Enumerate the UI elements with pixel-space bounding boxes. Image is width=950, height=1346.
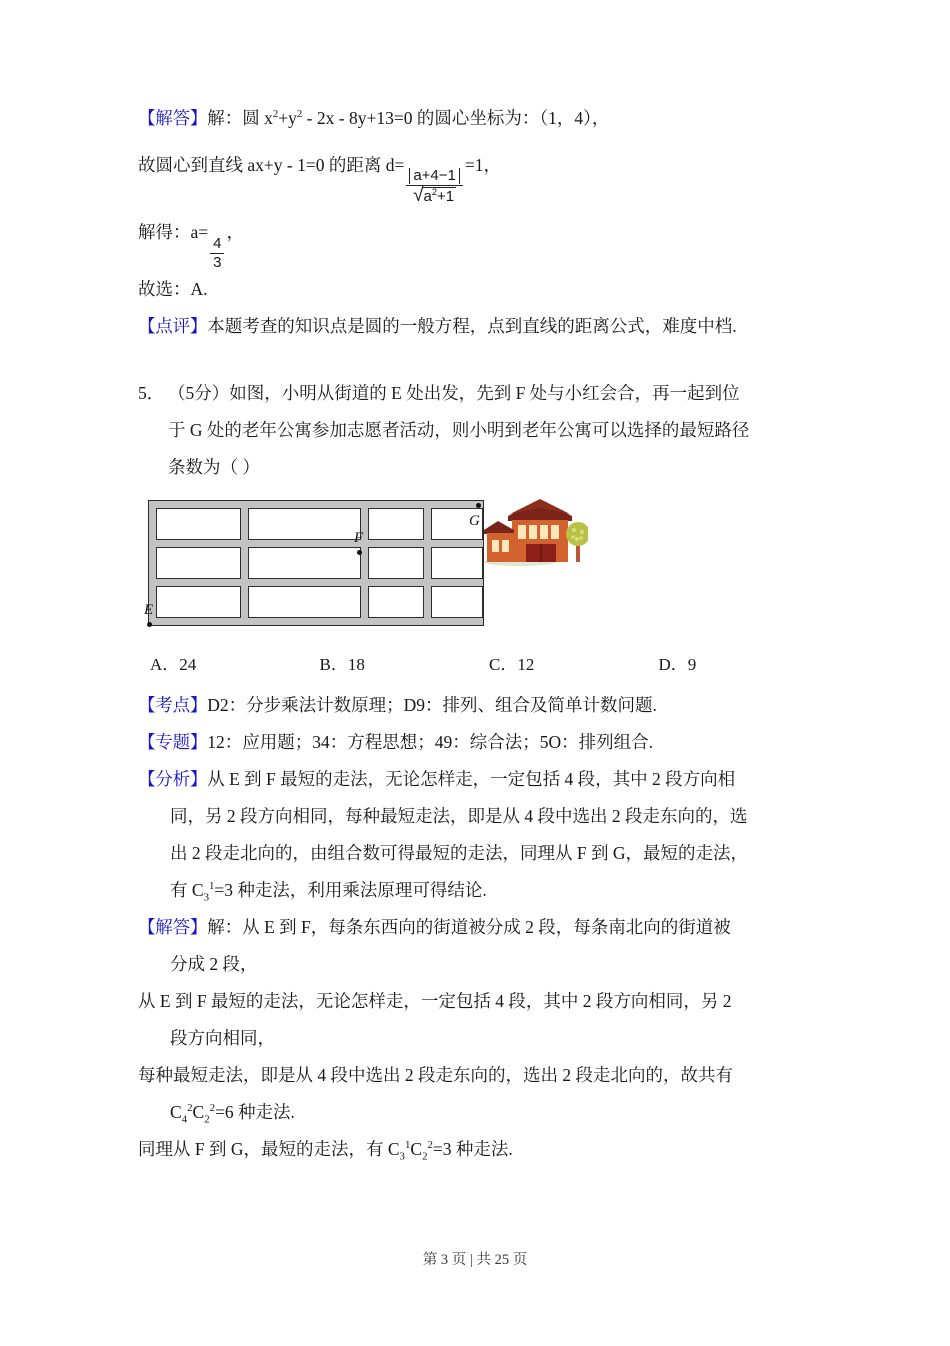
choice-d-key: D． bbox=[658, 654, 688, 674]
choice-a[interactable] bbox=[138, 650, 320, 675]
jieda-text-7a: 同理从 F 到 G，最短的走法，有 C bbox=[138, 1138, 400, 1159]
choice-d[interactable] bbox=[659, 650, 829, 675]
radicand bbox=[423, 187, 457, 206]
solution-prev-line-2 bbox=[138, 137, 828, 206]
zhuanti-tag: 【专题】 bbox=[138, 731, 208, 752]
block bbox=[431, 547, 483, 579]
comb-c4-sup: 2 bbox=[187, 1102, 193, 1115]
choice-c-value: 12 bbox=[517, 654, 535, 674]
comb-c2b-base: C bbox=[410, 1138, 423, 1159]
comb-c2-sup: 2 bbox=[209, 1102, 216, 1115]
choice-b-key: B． bbox=[319, 654, 348, 674]
square-root-icon bbox=[413, 187, 456, 206]
jieda-line-5: 每种最短走法，即是从 4 段中选出 2 段走东向的，选出 2 段走北向的，故共有 bbox=[138, 1064, 733, 1085]
block bbox=[248, 508, 361, 540]
zhuanti-line bbox=[138, 724, 828, 761]
block bbox=[368, 586, 424, 618]
street-grid-figure bbox=[138, 494, 828, 644]
fenxi-line-3: 出 2 段走北向的，由组合数可得最短的走法，同理从 F 到 G，最短的走法， bbox=[170, 842, 748, 863]
fenxi-text-1: 从 E 到 F 最短的走法，无论怎样走，一定包括 4 段，其中 2 段方向相 bbox=[207, 768, 736, 789]
point-e-dot bbox=[147, 622, 152, 627]
fenxi-text-4a: 有 C bbox=[170, 879, 204, 900]
solution-prev-line-1 bbox=[138, 100, 828, 137]
exponent-2a: 2 bbox=[272, 108, 279, 121]
choice-b[interactable] bbox=[320, 650, 490, 675]
combination-sup: 1 bbox=[208, 880, 215, 893]
solution-prev-text-c: - 2x - 8y+13=0 的圆心坐标为：（1，4）， bbox=[302, 108, 610, 128]
distance-text: 故圆心到直线 ax+y - 1=0 的距离 d= bbox=[138, 155, 405, 175]
page-content bbox=[138, 100, 828, 1168]
point-f-dot bbox=[357, 550, 362, 555]
choice-d-value: 9 bbox=[687, 654, 697, 674]
page-footer: 第 3 页 | 共 25 页 bbox=[422, 1252, 528, 1268]
point-e-label: E bbox=[144, 601, 154, 618]
answer-fraction bbox=[210, 236, 224, 271]
jieda-line-7 bbox=[138, 1131, 828, 1168]
house-with-tree-icon bbox=[478, 494, 588, 570]
absolute-value: a+4−1 bbox=[409, 168, 460, 184]
block bbox=[248, 547, 361, 579]
street-grid bbox=[148, 500, 484, 626]
answer-denominator: 3 bbox=[213, 253, 222, 271]
question-line-3: 条数为（ ） bbox=[168, 456, 260, 477]
radicand-base: a bbox=[423, 188, 432, 206]
block bbox=[156, 547, 241, 579]
comment-text: 本题考查的知识点是圆的一般方程，点到直线的距离公式，难度中档. bbox=[207, 315, 737, 336]
combination-sub: 3 bbox=[203, 891, 209, 904]
choice-b-value: 18 bbox=[347, 654, 365, 674]
section-spacer bbox=[138, 345, 828, 375]
choice-c-key: C． bbox=[489, 654, 518, 674]
comb-c3-sup: 1 bbox=[404, 1139, 411, 1152]
choice-a-key: A． bbox=[150, 654, 180, 674]
answer-numerator: 4 bbox=[210, 236, 224, 254]
comment-tag: 【点评】 bbox=[138, 315, 208, 336]
question-5 bbox=[138, 375, 828, 486]
solution-prev-line-3 bbox=[138, 206, 828, 271]
jieda-line-2: 分成 2 段， bbox=[170, 953, 258, 974]
question-number: 5． bbox=[138, 382, 165, 403]
jieda-tag: 【解答】 bbox=[138, 916, 208, 937]
kaodian-text: D2：分步乘法计数原理；D9：排列、组合及简单计数问题. bbox=[207, 694, 657, 715]
solution-prev-text-b: +y bbox=[278, 108, 297, 128]
answer-choices bbox=[138, 650, 828, 675]
kaodian-line bbox=[138, 687, 828, 724]
comb-c4-sub: 4 bbox=[181, 1113, 188, 1126]
jieda-line-1 bbox=[138, 909, 828, 946]
negative-fraction bbox=[208, 236, 226, 271]
comb-c2b-sup: 2 bbox=[427, 1139, 433, 1152]
question-body bbox=[168, 375, 828, 486]
distance-fraction bbox=[406, 168, 463, 206]
comb-result-7: =3 种走法. bbox=[432, 1138, 513, 1159]
radical-sign: √ bbox=[413, 185, 424, 207]
solve-tail: ， bbox=[226, 221, 244, 242]
exponent-2b: 2 bbox=[296, 108, 303, 121]
comb-result-6: =6 种走法. bbox=[215, 1101, 295, 1122]
choice-c[interactable] bbox=[489, 650, 659, 675]
grid-blocks bbox=[156, 508, 476, 618]
comb-c2b-sub: 2 bbox=[422, 1150, 428, 1163]
block bbox=[156, 508, 241, 540]
comment-prev-line bbox=[138, 308, 828, 345]
block bbox=[156, 586, 241, 618]
comb-c3-sub: 3 bbox=[399, 1150, 405, 1163]
radicand-tail: +1 bbox=[437, 188, 455, 206]
comb-c2-base: C bbox=[192, 1101, 205, 1122]
fenxi-line-2: 同，另 2 段方向相同，每种最短走法，即是从 4 段中选出 2 段走东向的，选 bbox=[170, 805, 748, 826]
solution-tag: 【解答】 bbox=[138, 108, 208, 128]
jieda-text-1: 解：从 E 到 F，每条东西向的街道被分成 2 段，每条南北向的街道被 bbox=[207, 916, 731, 937]
point-g-label: G bbox=[469, 512, 480, 529]
fenxi-line-1 bbox=[138, 761, 828, 798]
radicand-exponent: 2 bbox=[431, 187, 438, 198]
jieda-line-4: 段方向相同， bbox=[170, 1027, 275, 1048]
kaodian-tag: 【考点】 bbox=[138, 694, 208, 715]
block bbox=[368, 508, 424, 540]
choices-spacer bbox=[138, 675, 828, 687]
zhuanti-text: 12：应用题；34：方程思想；49：综合法；5O：排列组合. bbox=[207, 731, 653, 752]
fenxi-line-4 bbox=[138, 872, 828, 909]
solution-prev-text-a: 解：圆 x bbox=[207, 108, 273, 128]
point-f-label: F bbox=[354, 529, 364, 546]
fraction-numerator bbox=[406, 168, 463, 186]
solve-text: 解得：a= bbox=[138, 221, 209, 242]
comb-c2-sub: 2 bbox=[204, 1113, 210, 1126]
fraction-denominator bbox=[410, 186, 459, 206]
question-line-1: （5分）如图，小明从街道的 E 处出发，先到 F 处与小红会合，再一起到位 bbox=[168, 382, 740, 403]
jieda-line-6 bbox=[138, 1094, 828, 1131]
jieda-line-3: 从 E 到 F 最短的走法，无论怎样走，一定包括 4 段，其中 2 段方向相同，另 2 bbox=[138, 990, 732, 1011]
comb-c4-base: C bbox=[170, 1101, 182, 1122]
fenxi-text-4b: =3 种走法，利用乘法原理可得结论. bbox=[214, 879, 487, 900]
block bbox=[248, 586, 361, 618]
block bbox=[368, 547, 424, 579]
solution-prev-line-4: 故选：A. bbox=[138, 278, 208, 299]
choice-a-value: 24 bbox=[179, 654, 197, 674]
distance-result: =1， bbox=[464, 155, 501, 175]
fenxi-tag: 【分析】 bbox=[138, 768, 208, 789]
question-line-2: 于 G 处的老年公寓参加志愿者活动，则小明到老年公寓可以选择的最短路径 bbox=[168, 419, 750, 440]
block bbox=[431, 586, 483, 618]
